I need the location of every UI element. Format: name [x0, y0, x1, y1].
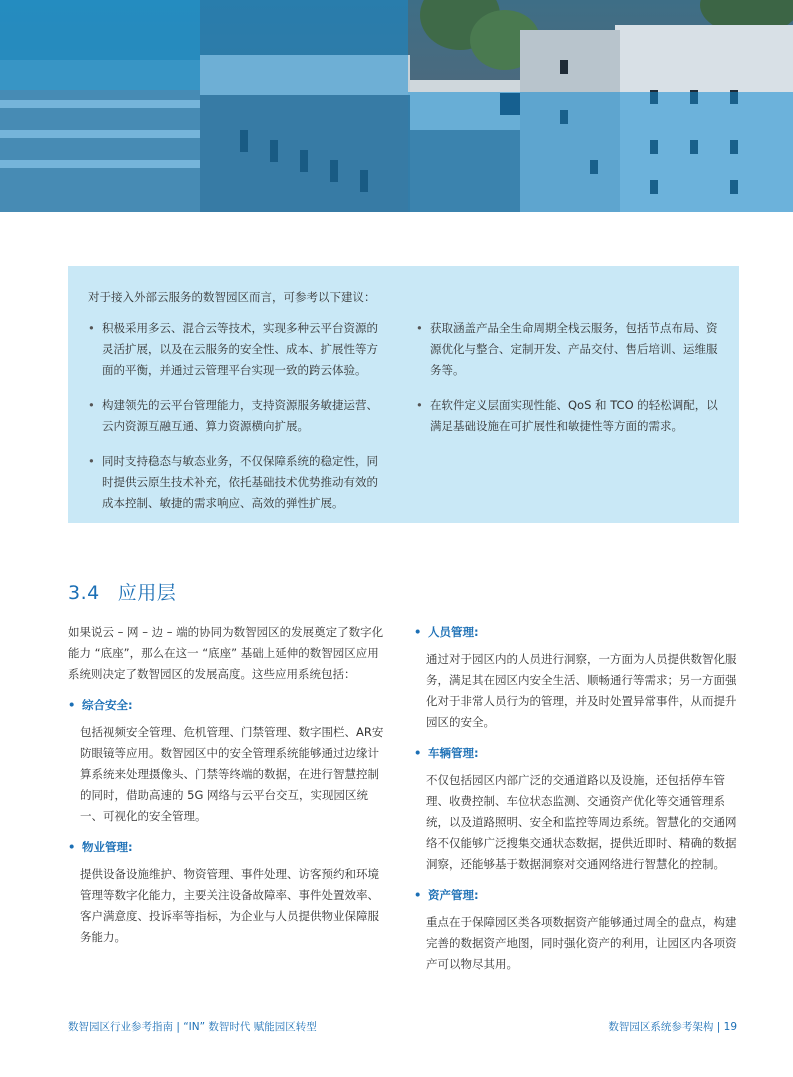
- recommendation-intro: 对于接入外部云服务的数智园区而言，可参考以下建议：: [88, 290, 376, 304]
- body-right-column: [414, 622, 740, 975]
- item-text-asset: 重点在于保障园区类各项数据资产能够通过周全的盘点，构建完善的数据资产地图，同时强化资产的利用，让园区内各项资产可以物尽其用。: [426, 915, 737, 971]
- recommendation-bullet: • 积极采用多云、混合云等技术，实现多种云平台资源的灵活扩展，以及在云服务的安全性、成本、扩展性等方面的平衡，并通过云管理平台实现一致的跨云体验。: [86, 318, 386, 381]
- footer-page-number: 数智园区系统参考架构 | 19: [608, 1021, 737, 1033]
- section-title: 应用层: [117, 582, 177, 604]
- recommendation-bullet: • 构建领先的云平台管理能力，支持资源服务敏捷运营、云内资源互融互通、算力资源横向扩展。: [86, 395, 386, 437]
- item-text-property: 提供设备设施维护、物资管理、事件处理、访客预约和环境管理等数字化能力，主要关注设备故障率、事件处置效率、客户满意度、投诉率等指标，为企业与人员提供物业保障服务能力。: [80, 867, 379, 944]
- recommendation-left-column: [86, 318, 386, 528]
- item-text-personnel: 通过对于园区内的人员进行洞察，一方面为人员提供数智化服务，满足其在园区内安全生活、顺畅通行等需求；另一方面强化对于非常人员行为的管理，并及时处置异常事件，从而提升园区的安全。: [426, 652, 737, 729]
- item-heading-personnel: • 人员管理:: [414, 622, 740, 643]
- item-heading-asset: • 资产管理:: [414, 885, 740, 906]
- item-text-vehicle: 不仅包括园区内部广泛的交通道路以及设施，还包括停车管理、收费控制、车位状态监测、交通资产优化等交通管理系统，以及道路照明、安全和监控等周边系统。智慧化的交通网络不仅能够广泛搜集交通状态数据，提供近即时、精确的数据洞察，还能够基于数据洞察对交通网络进行智慧化的控制。: [426, 773, 737, 871]
- recommendation-bullet: • 获取涵盖产品全生命周期全栈云服务，包括节点布局、资源优化与整合、定制开发、产品交付、售后培训、运维服务等。: [414, 318, 724, 381]
- footer-document-title: 数智园区行业参考指南 | “IN” 数智时代 赋能园区转型: [68, 1021, 317, 1033]
- item-text-security: 包括视频安全管理、危机管理、门禁管理、数字围栏、AR安防眼镜等应用。数智园区中的安全管理系统能够通过边缘计算系统来处理摄像头、门禁等终端的数据，在进行智慧控制的同时，借助高速的 5G 网络与云平台交互，实现园区统一、可视化的安全管理。: [80, 725, 384, 823]
- blue-overlay: [408, 92, 793, 212]
- blue-overlay: [0, 0, 200, 90]
- item-heading-vehicle: • 车辆管理:: [414, 743, 740, 764]
- recommendation-box: [68, 266, 739, 523]
- section-heading: [68, 578, 176, 605]
- window: [560, 60, 568, 74]
- recommendation-right-column: [414, 318, 724, 451]
- item-heading-property: • 物业管理:: [68, 837, 390, 858]
- recommendation-bullet: • 同时支持稳态与敏态业务，不仅保障系统的稳定性，同时提供云原生技术补充，依托基础技术优势推动有效的成本控制、敏捷的需求响应、高效的弹性扩展。: [86, 451, 386, 514]
- hero-campus-photo: [0, 0, 793, 212]
- recommendation-bullet: • 在软件定义层面实现性能、QoS 和 TCO 的轻松调配，以满足基础设施在可扩展性和敏捷性等方面的需求。: [414, 395, 724, 437]
- section-number: 3.4: [68, 582, 100, 604]
- item-heading-security: • 综合安全:: [68, 695, 390, 716]
- body-left-column: [68, 622, 390, 948]
- section-intro: 如果说云 – 网 – 边 – 端的协同为数智园区的发展奠定了数字化能力 “底座”，那么在这一 “底座” 基础上延伸的数智园区应用系统则决定了数智园区的发展高度。这些应用系统包括：: [68, 625, 384, 681]
